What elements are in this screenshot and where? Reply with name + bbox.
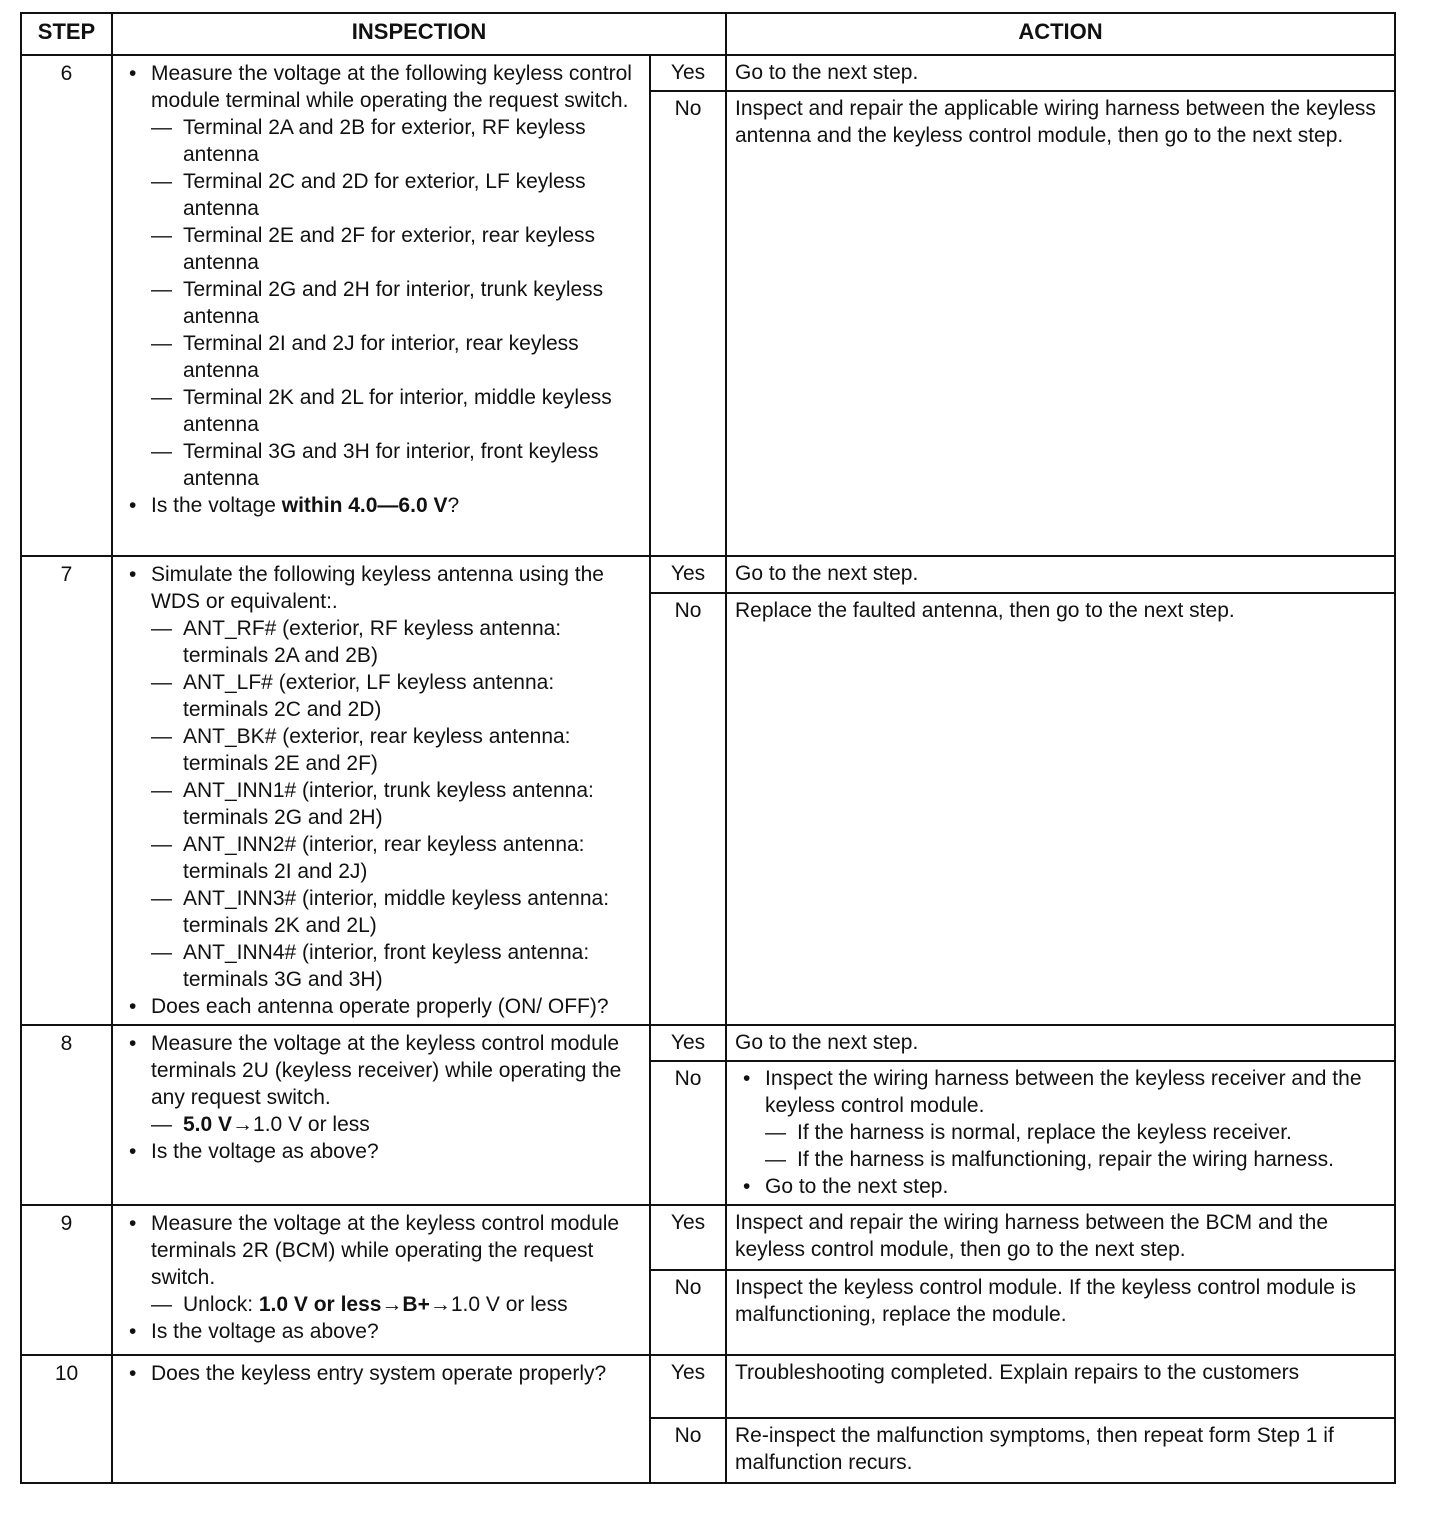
step-8-yes-row — [21, 1025, 1395, 1061]
list-item — [151, 1291, 641, 1318]
step-10-no-action: Re-inspect the malfunction symptoms, then repeat form Step 1 if malfunction recurs. — [726, 1418, 1395, 1483]
step-8-no-action — [726, 1061, 1395, 1205]
step-8-voltage-bold: 5.0 V — [183, 1113, 233, 1136]
diagnostic-table — [20, 12, 1396, 1484]
step-10-inspection — [112, 1355, 650, 1483]
list-item: — ANT_INN4# (interior, front keyless antenna: terminals 3G and 3H) — [151, 939, 641, 993]
list-item: — Terminal 3G and 3H for interior, front keyless antenna — [151, 438, 641, 492]
step-8-inspection — [112, 1025, 650, 1205]
step-9-lead-text: Measure the voltage at the keyless control module terminals 2R (BCM) while operating the request switch. — [151, 1212, 620, 1289]
step-7-lead-text: Simulate the following keyless antenna using the WDS or equivalent:. — [151, 563, 604, 613]
step-9-voltage-bold: 1.0 V or less→B+ — [258, 1293, 430, 1316]
list-item: — ANT_RF# (exterior, RF keyless antenna: terminals 2A and 2B) — [151, 615, 641, 669]
step-6-question — [121, 492, 641, 519]
step-6-lead — [121, 60, 641, 492]
step-8-voltage-rest: →1.0 V or less — [232, 1113, 370, 1136]
step-7-no-label: No — [650, 593, 726, 1025]
step-6-question-post: ? — [447, 494, 460, 517]
list-item: — ANT_BK# (exterior, rear keyless antenna: terminals 2E and 2F) — [151, 723, 641, 777]
step-8-voltage-list — [151, 1111, 641, 1138]
step-8-no-lead-text: Inspect the wiring harness between the keyless receiver and the keyless control module. — [765, 1067, 1362, 1117]
step-9-voltage-rest: →1.0 V or less — [429, 1293, 568, 1316]
step-9-voltage-pre: Unlock: — [183, 1293, 259, 1316]
step-10-yes-label: Yes — [650, 1355, 726, 1418]
step-7-antenna-list — [151, 615, 641, 993]
list-item: — Terminal 2C and 2D for exterior, LF keyless antenna — [151, 168, 641, 222]
step-6-no-label: No — [650, 91, 726, 556]
step-7-question: • Does each antenna operate properly (ON/ OFF)? — [121, 993, 641, 1020]
step-6-terminal-list — [151, 114, 641, 492]
list-item: — If the harness is malfunctioning, repair the wiring harness. — [765, 1146, 1386, 1173]
diagnostic-table-sheet — [20, 12, 1394, 1484]
list-item: — If the harness is normal, replace the keyless receiver. — [765, 1119, 1386, 1146]
step-9-yes-label: Yes — [650, 1205, 726, 1270]
header-row — [21, 13, 1395, 55]
list-item: — ANT_INN2# (interior, rear keyless antenna: terminals 2I and 2J) — [151, 831, 641, 885]
step-6-yes-action: Go to the next step. — [726, 55, 1395, 91]
step-6-yes-label: Yes — [650, 55, 726, 91]
list-item: — Terminal 2K and 2L for interior, middle keyless antenna — [151, 384, 641, 438]
step-7-yes-label: Yes — [650, 556, 726, 593]
step-8-yes-label: Yes — [650, 1025, 726, 1061]
step-9-lead — [121, 1210, 641, 1318]
header-action: ACTION — [726, 13, 1395, 55]
step-6-number: 6 — [21, 55, 112, 556]
header-step: STEP — [21, 13, 112, 55]
list-item: — Terminal 2I and 2J for interior, rear keyless antenna — [151, 330, 641, 384]
step-8-lead-text: Measure the voltage at the keyless control module terminals 2U (keyless receiver) while operating the any request switch. — [151, 1032, 622, 1109]
step-8-yes-action: Go to the next step. — [726, 1025, 1395, 1061]
step-8-number: 8 — [21, 1025, 112, 1205]
step-8-no-label: No — [650, 1061, 726, 1205]
step-10-no-label: No — [650, 1418, 726, 1483]
step-7-yes-row — [21, 556, 1395, 593]
list-item — [151, 1111, 641, 1138]
step-9-yes-row — [21, 1205, 1395, 1270]
step-10-number: 10 — [21, 1355, 112, 1483]
step-8-no-lead — [735, 1065, 1386, 1173]
list-item: — Terminal 2E and 2F for exterior, rear keyless antenna — [151, 222, 641, 276]
step-9-inspection — [112, 1205, 650, 1355]
step-8-lead — [121, 1030, 641, 1138]
step-7-number: 7 — [21, 556, 112, 1025]
list-item: — Terminal 2G and 2H for interior, trunk keyless antenna — [151, 276, 641, 330]
step-7-yes-action: Go to the next step. — [726, 556, 1395, 593]
step-6-question-bold: within 4.0—6.0 V — [281, 494, 448, 517]
step-8-no-last: • Go to the next step. — [735, 1173, 1386, 1200]
step-7-no-action: Replace the faulted antenna, then go to the next step. — [726, 593, 1395, 1025]
step-10-question: • Does the keyless entry system operate properly? — [121, 1360, 641, 1387]
step-8-question: • Is the voltage as above? — [121, 1138, 641, 1165]
step-6-inspection — [112, 55, 650, 556]
list-item: — Terminal 2A and 2B for exterior, RF keyless antenna — [151, 114, 641, 168]
list-item: — ANT_INN1# (interior, trunk keyless antenna: terminals 2G and 2H) — [151, 777, 641, 831]
step-7-inspection — [112, 556, 650, 1025]
step-9-yes-action: Inspect and repair the wiring harness between the BCM and the keyless control module, then go to the next step. — [726, 1205, 1395, 1270]
list-item: — ANT_INN3# (interior, middle keyless antenna: terminals 2K and 2L) — [151, 885, 641, 939]
header-inspection: INSPECTION — [112, 13, 726, 55]
step-9-no-label: No — [650, 1270, 726, 1355]
step-6-question-pre: Is the voltage — [151, 494, 282, 517]
step-9-no-action: Inspect the keyless control module. If the keyless control module is malfunctioning, replace the module. — [726, 1270, 1395, 1355]
step-6-lead-text: Measure the voltage at the following keyless control module terminal while operating the request switch. — [151, 62, 632, 112]
step-10-yes-action: Troubleshooting completed. Explain repairs to the customers — [726, 1355, 1395, 1418]
step-6-no-action: Inspect and repair the applicable wiring harness between the keyless antenna and the keyless control module, then go to the next step. — [726, 91, 1395, 556]
step-10-yes-row — [21, 1355, 1395, 1418]
step-8-no-list — [765, 1119, 1386, 1173]
step-9-voltage-list — [151, 1291, 641, 1318]
step-9-question: • Is the voltage as above? — [121, 1318, 641, 1345]
step-6-yes-row — [21, 55, 1395, 91]
step-9-number: 9 — [21, 1205, 112, 1355]
list-item: — ANT_LF# (exterior, LF keyless antenna: terminals 2C and 2D) — [151, 669, 641, 723]
step-7-lead — [121, 561, 641, 993]
